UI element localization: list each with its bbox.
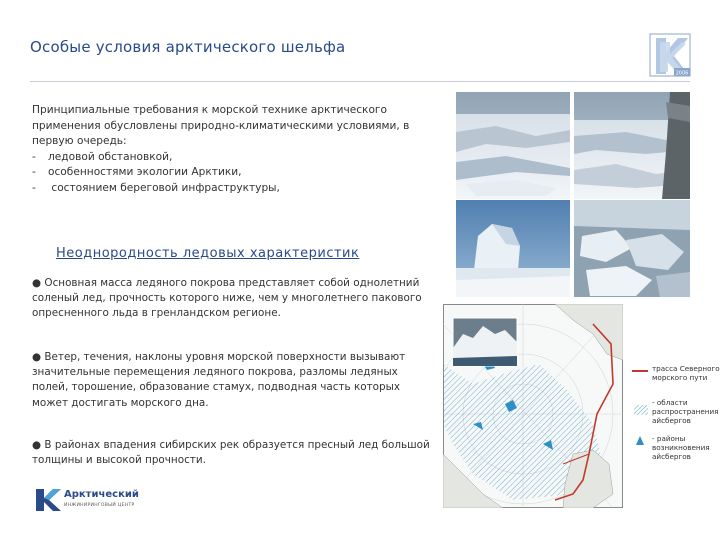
intro-item: - состоянием береговой инфраструктуры, xyxy=(32,181,442,197)
paragraph-ice-movement: ● Ветер, течения, наклоны уровня морской поверхности вызывают значительные перемещения ледяного покрова, разломы ледяных полей, торошение, образование стамух, подводная часть которых может достигать морского дна. xyxy=(32,351,406,409)
bullet: ● xyxy=(32,351,42,363)
title-divider xyxy=(30,81,690,82)
intro-block xyxy=(32,103,442,196)
page-title: Особые условия арктического шельфа xyxy=(30,38,346,56)
section-subtitle: Неоднородность ледовых характеристик xyxy=(56,246,360,261)
item-dash: - xyxy=(32,150,36,163)
arctic-center-logo-icon xyxy=(34,487,62,513)
bullet: ● xyxy=(32,277,42,289)
ice-field-photo-pair xyxy=(456,92,690,199)
logo-year: 2006 xyxy=(675,70,689,77)
arctic-route-map xyxy=(443,304,623,508)
company-logo-icon xyxy=(648,30,694,80)
intro-text: Принципиальные требования к морской технике арктического применения обусловлены природно-климатическими условиями, в первую очередь: xyxy=(32,104,410,147)
route-legend-line xyxy=(632,370,648,372)
paragraph-fresh-ice: ● В районах впадения сибирских рек образуется пресный лед большой толщины и высокой прочности. xyxy=(32,439,430,467)
paragraph-salt-ice: ● Основная масса ледяного покрова представляет собой однолетний соленый лед, прочность которого ниже, чем у многолетнего пакового опресненного льда в гренландском регионе. xyxy=(32,277,422,320)
item-dash: - xyxy=(32,181,36,194)
legend-iceberg-origin: - районы возникновения айсбергов xyxy=(652,434,710,461)
intro-item: - особенностями экологии Арктики, xyxy=(32,165,442,181)
intro-item: - ледовой обстановкой, xyxy=(32,150,442,166)
brand-subtitle: ИНЖИНИРИНГОВЫЙ ЦЕНТР xyxy=(64,503,135,508)
legend-route: трасса Северного морского пути xyxy=(652,364,720,382)
iceberg-origin-legend-icon xyxy=(636,436,644,445)
bullet: ● xyxy=(32,439,42,451)
iceberg-area-legend-icon xyxy=(634,405,648,415)
brand-name: Арктический xyxy=(64,489,139,500)
legend-iceberg-area: - области распространения айсбергов xyxy=(652,398,719,425)
item-dash: - xyxy=(32,166,36,178)
iceberg-photo-pair xyxy=(456,200,690,297)
